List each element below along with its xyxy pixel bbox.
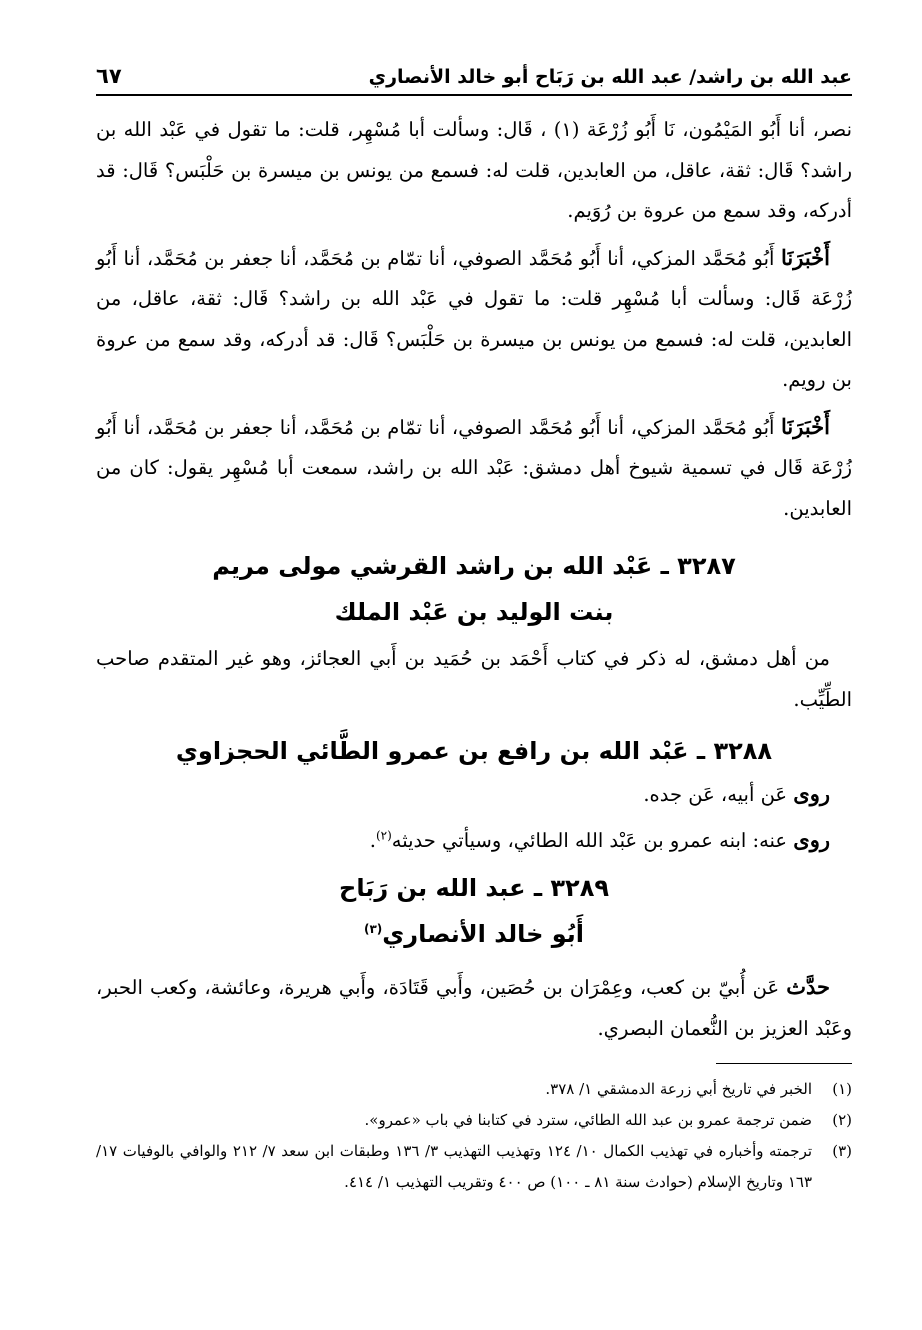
paragraph-6-end: . [369,828,376,852]
paragraph-6 [96,820,852,862]
footnote-2 [96,1105,852,1136]
entry-title-3287-line-1: ٣٢٨٧ ـ عَبْد الله بن راشد القرشي مولى مريم [212,552,736,580]
page-number: ٦٧ [96,64,122,88]
paragraph-2 [96,238,852,401]
footnote-ref-2: (٢) [375,828,392,842]
footnote-text: ضمن ترجمة عمرو بن عبد الله الطائي، سترد في كتابنا في باب «عمرو». [364,1111,812,1129]
entry-title-3289-kunya: أَبُو خالد الأنصاري [382,920,585,948]
paragraph-3 [96,407,852,530]
paragraph-1: نصر، أنا أَبُو المَيْمُون، نَا أَبُو زُرْعَة (١) ، قَال: وسألت أبا مُسْهِر، قلت: ما تقول في عَبْد الله بن راشد؟ قَال: ثقة، عاقل، من العابدين، قلت له: فسمع من يونس بن ميسرة بن حَلْبَس؟ قَال: قد أدركه، وقد سمع من عروة بن رُوَيم. [96,118,853,222]
paragraph-2-lead: أَخْبَرَنَا [781,244,830,270]
paragraph-7-text: عَن أُبيّ بن كعب، وعِمْرَان بن حُصَين، وأَبي قَتَادَة، وأَبي هريرة، وعائشة، وكعب الحبر، وعَبْد العزيز بن النُّعمان البصري. [96,976,852,1040]
footnote-mark: (١) [832,1080,852,1098]
paragraph-5 [96,774,852,816]
paragraph-7 [96,967,852,1049]
paragraph-5-text: عَن أبيه، عَن جده. [643,783,794,806]
running-title: عبد الله بن راشد/ عبد الله بن رَبَاح أبو خالد الأنصاري [368,66,852,88]
paragraph-6-lead: روى [793,826,830,852]
paragraph-3-lead: أَخْبَرَنَا [781,413,830,439]
paragraph-6-text: عنه: ابنه عمرو بن عَبْد الله الطائي، وسيأتي حديثه [391,828,794,852]
entry-title-3288: ٣٢٨٨ ـ عَبْد الله بن رافع بن عمرو الطَّائي الحجزاوي [175,737,773,765]
footnote-mark: (٣) [832,1142,852,1160]
paragraph-2-text: أَبُو مُحَمَّد المزكي، أنا أَبُو مُحَمَّد الصوفي، أنا تمّام بن مُحَمَّد، أنا جعفر بن مُحَمَّد، أنا أَبُو زُرْعَة قَال: وسألت أبا مُسْهِر قلت: ما تقول في عَبْد الله بن راشد؟ قَال: ثقة، عاقل، من العابدين، قلت له: فسمع من يونس بن ميسرة بن حَلْبَس؟ قَال: قد أدركه، وقد سمع من عروة بن رويم. [96,246,852,391]
entry-title-3287-line-2: بنت الوليد بن عَبْد الملك [334,598,614,626]
entry-title-3289-line-1: ٣٢٨٩ ـ عبد الله بن رَبَاح [339,874,609,902]
paragraph-7-lead: حدَّث [786,974,830,999]
paragraph-5-lead: روى [793,781,830,806]
entry-title-3289-line-2 [96,911,852,957]
footnote-text: ترجمته وأخباره في تهذيب الكمال ١٠/ ١٢٤ وتهذيب التهذيب ٣/ ١٣٦ وطبقات ابن سعد ٧/ ٢١٢ والوافي بالوفيات ١٧/ ١٦٣ وتاريخ الإسلام (حوادث سنة ٨١ ـ ١٠٠) ص ٤٠٠ وتقريب التهذيب ١/ ٤١٤. [96,1142,813,1191]
footnote-ref-3: (٣) [363,922,383,936]
footnote-1 [96,1074,852,1105]
footnote-divider [716,1063,852,1064]
footnotes [96,1074,852,1198]
page-header [96,52,852,96]
footnote-text: الخبر في تاريخ أبي زرعة الدمشقي ١/ ٣٧٨. [545,1080,812,1098]
paragraph-4: من أهل دمشق، له ذكر في كتاب أَحْمَد بن حُمَيد بن أَبي العجائز، وهو غير المتقدم صاحب الطِّيِّب. [96,647,852,711]
book-page [96,52,852,1198]
paragraph-3-text: أَبُو مُحَمَّد المزكي، أنا أَبُو مُحَمَّد الصوفي، أنا تمّام بن مُحَمَّد، أنا جعفر بن مُحَمَّد، أنا أَبُو زُرْعَة قَال في تسمية شيوخ أهل دمشق: عَبْد الله بن راشد، سمعت أبا مُسْهِر يقول: كان من العابدين. [96,415,852,520]
footnote-3 [96,1136,852,1198]
footnote-mark: (٢) [832,1111,852,1129]
